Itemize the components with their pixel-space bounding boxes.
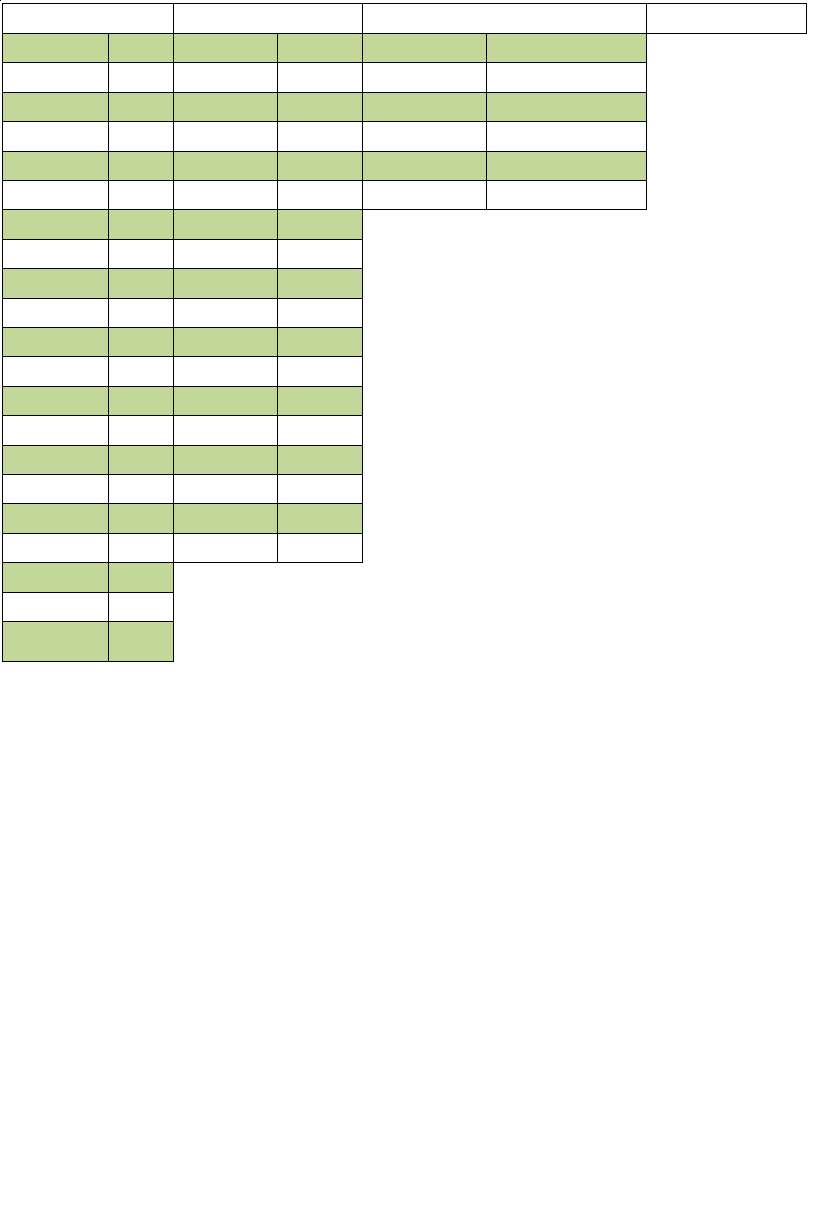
view-command-name — [363, 122, 487, 151]
drawing-shortcut — [109, 181, 174, 210]
modify-command-name — [174, 446, 278, 475]
modify-shortcut — [278, 299, 363, 328]
drawing-shortcut — [109, 63, 174, 92]
drawing-shortcut — [109, 416, 174, 445]
modify-shortcut — [278, 504, 363, 533]
modify-shortcut — [278, 122, 363, 151]
view-zoom-table — [362, 3, 647, 210]
modify-shortcut — [278, 181, 363, 210]
drawing-shortcut — [109, 563, 174, 592]
view-command-name — [363, 63, 487, 92]
drawing-command-name — [3, 122, 109, 151]
drawing-shortcut — [109, 299, 174, 328]
modify-shortcut — [278, 416, 363, 445]
modify-section-title — [174, 4, 363, 34]
modify-command-name — [174, 122, 278, 151]
modify-command-name — [174, 63, 278, 92]
modify-command-name — [174, 534, 278, 563]
view-shortcut — [487, 93, 647, 122]
view-shortcut — [487, 34, 647, 63]
modify-shortcut — [278, 240, 363, 269]
modify-command-name — [174, 475, 278, 504]
modify-command-name — [174, 357, 278, 386]
modify-shortcut — [278, 152, 363, 181]
drawing-command-name — [3, 152, 109, 181]
modify-shortcut — [278, 210, 363, 239]
view-command-name — [363, 34, 487, 63]
view-command-name — [363, 152, 487, 181]
drawing-command-name — [3, 593, 109, 622]
drawing-shortcut — [109, 93, 174, 122]
drawing-command-name — [3, 475, 109, 504]
modify-shortcut — [278, 446, 363, 475]
drawing-command-name — [3, 563, 109, 592]
modify-command-name — [174, 328, 278, 357]
drawing-shortcut — [109, 152, 174, 181]
modify-shortcut — [278, 534, 363, 563]
drawing-command-name — [3, 269, 109, 298]
modify-command-name — [174, 504, 278, 533]
view-shortcut — [487, 152, 647, 181]
view-shortcut — [487, 63, 647, 92]
drawing-command-name — [3, 299, 109, 328]
modify-command-name — [174, 299, 278, 328]
drawing-command-name — [3, 34, 109, 63]
drawing-command-name — [3, 387, 109, 416]
drawing-commands-table — [2, 3, 174, 662]
drawing-shortcut — [109, 504, 174, 533]
drawing-shortcut — [109, 328, 174, 357]
drawing-shortcut — [109, 622, 174, 662]
modify-command-name — [174, 93, 278, 122]
drawing-shortcut — [109, 593, 174, 622]
view-shortcut — [487, 181, 647, 210]
modify-shortcut — [278, 93, 363, 122]
modify-shortcut — [278, 387, 363, 416]
drawing-command-name — [3, 240, 109, 269]
modify-shortcut — [278, 269, 363, 298]
modify-command-name — [174, 210, 278, 239]
ctrl-shortcuts-table — [0, 0, 1, 1]
drawing-shortcut — [109, 357, 174, 386]
drawing-shortcut — [109, 34, 174, 63]
drawing-shortcut — [109, 387, 174, 416]
drawing-shortcut — [109, 475, 174, 504]
fkeys-section-title — [647, 4, 807, 34]
drawing-shortcut — [109, 446, 174, 475]
modify-shortcut — [278, 357, 363, 386]
modify-shortcut — [278, 475, 363, 504]
drawing-shortcut — [109, 269, 174, 298]
modify-command-name — [174, 416, 278, 445]
drawing-command-name — [3, 210, 109, 239]
drawing-shortcut — [109, 122, 174, 151]
drawing-command-name — [3, 63, 109, 92]
drawing-command-name — [3, 181, 109, 210]
view-shortcut — [487, 122, 647, 151]
modify-command-name — [174, 181, 278, 210]
modify-command-name — [174, 387, 278, 416]
function-keys-table — [646, 3, 807, 181]
modify-shortcut — [278, 63, 363, 92]
modify-shortcut — [278, 328, 363, 357]
drawing-shortcut — [109, 210, 174, 239]
drawing-command-name — [3, 446, 109, 475]
drawing-command-name — [3, 328, 109, 357]
view-section-title — [363, 4, 647, 34]
modify-command-name — [174, 152, 278, 181]
drawing-command-name — [3, 534, 109, 563]
drawing-command-name — [3, 416, 109, 445]
modify-commands-table — [173, 3, 363, 563]
drawing-shortcut — [109, 240, 174, 269]
drawing-command-name — [3, 622, 109, 662]
modify-command-name — [174, 34, 278, 63]
modify-command-name — [174, 269, 278, 298]
drawing-shortcut — [109, 534, 174, 563]
drawing-section-title — [3, 4, 174, 34]
view-command-name — [363, 181, 487, 210]
drawing-command-name — [3, 357, 109, 386]
modify-command-name — [174, 240, 278, 269]
drawing-command-name — [3, 93, 109, 122]
drawing-command-name — [3, 504, 109, 533]
view-command-name — [363, 93, 487, 122]
modify-shortcut — [278, 34, 363, 63]
